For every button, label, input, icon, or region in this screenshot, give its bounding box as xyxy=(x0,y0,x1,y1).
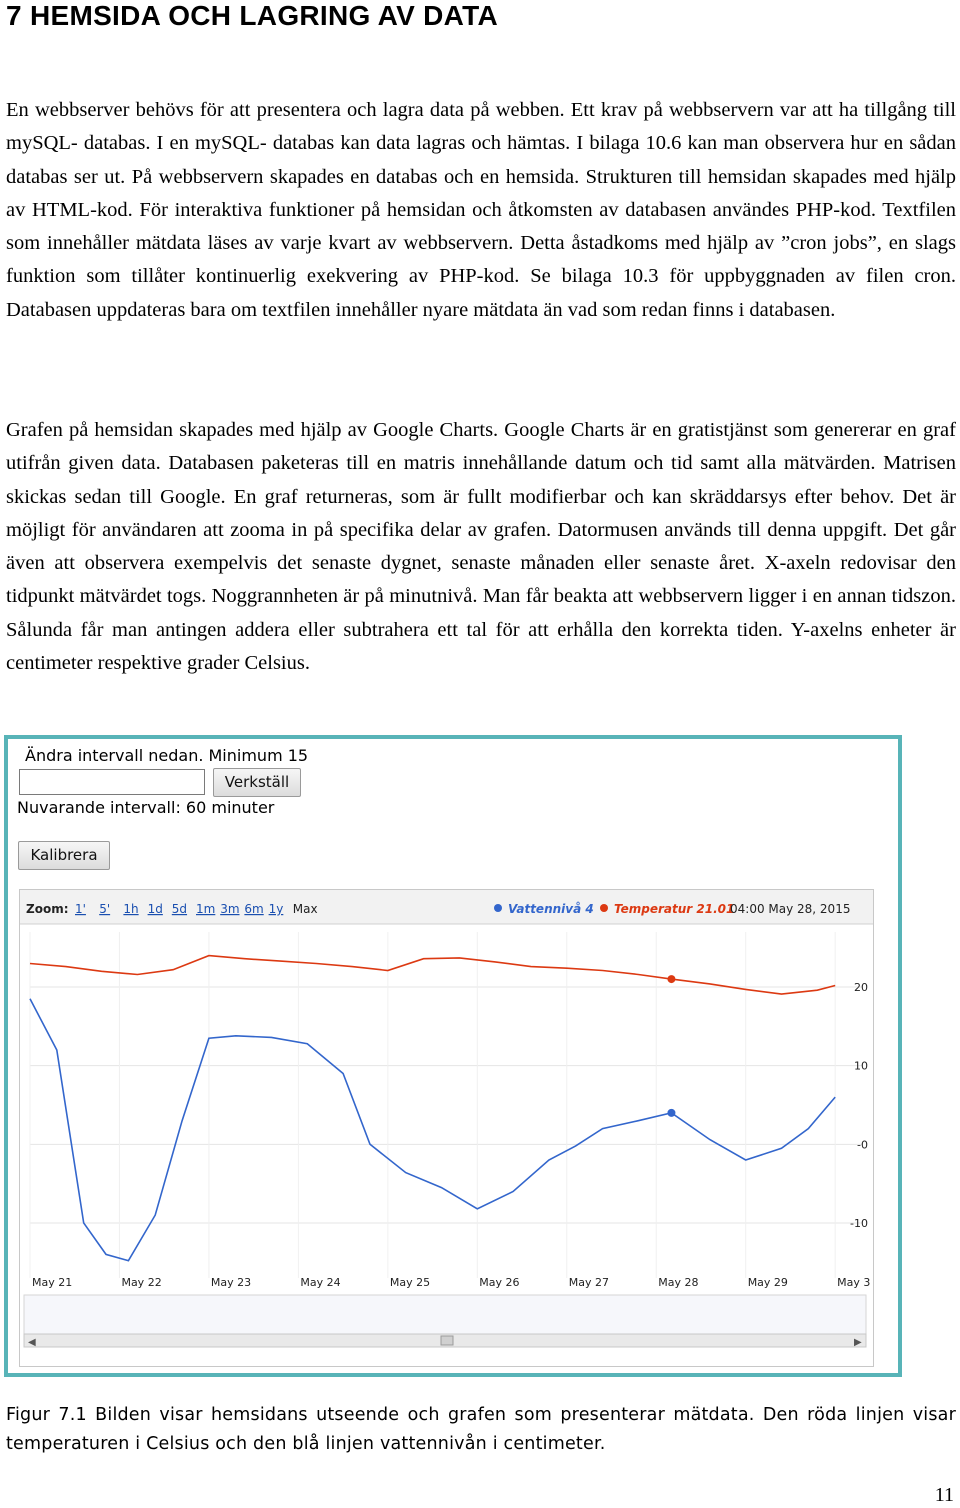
zoom-option[interactable]: 5' xyxy=(99,902,111,916)
annotated-timeline-chart[interactable] xyxy=(19,889,874,1367)
temperature-line xyxy=(30,956,835,995)
water-legend-dot xyxy=(494,904,502,912)
x-tick-label: May 25 xyxy=(389,1276,431,1289)
y-tick-label: -10 xyxy=(850,1216,868,1230)
x-tick-label: May 26 xyxy=(479,1276,520,1289)
temp-legend-dot xyxy=(600,904,608,912)
section-heading: 7 HEMSIDA OCH LAGRING AV DATA xyxy=(6,0,498,31)
zoom-option[interactable]: 6m xyxy=(244,902,264,916)
temperature-marker xyxy=(667,975,675,983)
zoom-option[interactable]: 1y xyxy=(268,902,284,916)
x-tick-label: May 28 xyxy=(658,1276,699,1289)
zoom-option[interactable]: 1m xyxy=(196,902,216,916)
page-number: 11 xyxy=(934,1484,954,1506)
zoom-option[interactable]: 1h xyxy=(123,902,139,916)
website-screenshot xyxy=(4,735,902,1377)
y-tick-label: 20 xyxy=(854,981,868,995)
x-tick-label: May 3 xyxy=(837,1276,871,1289)
x-tick-label: May 27 xyxy=(568,1276,610,1289)
y-tick-label: -0 xyxy=(857,1138,868,1152)
chart-svg[interactable] xyxy=(20,890,873,1366)
y-axis-ticks xyxy=(850,981,868,1230)
paragraph-google-charts: Grafen på hemsidan skapades med hjälp av Google Charts. Google Charts är en gratistjänst som genererar en graf utifrån given data. Databasen paketeras till en matris innehållande datum och tid samt alla mätvärden. Matrisen skickas sedan till Google. En graf returneras, som är fullt modifierbar och kan skräddarsys efter behov. Det är möjligt för användaren att zooma in på specifika delar av grafen. Datormusen används till denna uppgift. Det går även att observera exempelvis det senaste dygnet, senaste månaden eller senaste året. X-axeln redovisar den tidpunkt mätvärdet togs. Noggrannheten är på minutnivå. Man får beakta att webbservern ligger i en annan tidszon. Sålunda får man antingen addera eller subtrahera ett tal för att erhålla den korrekta tiden. Y-axelns enheter är centimeter respektive grader Celsius. xyxy=(6,419,956,675)
y-tick-label: 10 xyxy=(854,1059,868,1073)
update-interval-button[interactable]: Verkställ xyxy=(213,768,301,797)
chart-series xyxy=(30,956,835,1261)
scroll-grip[interactable] xyxy=(441,1336,453,1345)
interval-instruction: Ändra intervall nedan. Minimum 15 xyxy=(25,746,309,765)
x-tick-label: May 24 xyxy=(300,1276,341,1289)
water-legend-label: Vattennivå 4 xyxy=(508,902,594,916)
zoom-label: Zoom: xyxy=(26,902,69,916)
figure-caption: Figur 7.1 Bilden visar hemsidans utseende och grafen som presenterar mätdata. Den röda linjen visar temperaturen i Celsius och den blå linjen vattennivån i centimeter. xyxy=(6,1405,956,1454)
zoom-option[interactable]: 1d xyxy=(147,902,163,916)
scroll-right-icon[interactable]: ▶ xyxy=(854,1337,862,1348)
interval-input[interactable] xyxy=(19,769,205,795)
chart-gridlines xyxy=(30,932,862,1278)
water-level-marker xyxy=(667,1109,675,1117)
x-tick-label: May 21 xyxy=(32,1276,73,1289)
calibrate-button[interactable]: Kalibrera xyxy=(18,841,110,870)
water-level-line xyxy=(30,999,835,1261)
zoom-option[interactable]: 1' xyxy=(75,902,86,916)
legend-datetime: 04:00 May 28, 2015 xyxy=(730,902,851,916)
zoom-option[interactable]: 5d xyxy=(171,902,188,916)
chart-legend xyxy=(494,902,850,916)
paragraph-webserver: En webbserver behövs för att presentera och lagra data på webben. Ett krav på webbservern var att ha tillgång till mySQL- databas. I en mySQL- databas kan data lagras och hämtas. I bilaga 10.6 kan man observera hur en sådan databas ser ut. På webbservern skapades en databas och en hemsida. Strukturen till hemsidan skapades med hjälp av HTML-kod. För interaktiva funktioner på hemsidan och åtkomsten av databasen användes PHP-kod. Textfilen som innehåller mätdata läses av varje kvart av webbservern. Detta åstadkoms med hjälp av ”cron jobs”, en slags funktion som tillåter kontinuerlig exekvering av PHP-kod. Se bilaga 10.3 för uppbyggnaden av filen cron. Databasen uppdateras bara om textfilen innehåller nyare mätdata än vad som redan finns i databasen. xyxy=(6,99,956,321)
scroll-left-icon[interactable]: ◀ xyxy=(28,1337,36,1348)
x-tick-label: May 22 xyxy=(121,1276,162,1289)
x-axis-ticks xyxy=(32,1276,870,1289)
x-tick-label: May 29 xyxy=(747,1276,788,1289)
current-interval-text: Nuvarande intervall: 60 minuter xyxy=(17,798,275,817)
x-tick-label: May 23 xyxy=(210,1276,252,1289)
zoom-option[interactable]: Max xyxy=(292,902,318,916)
zoom-option[interactable]: 3m xyxy=(220,902,240,916)
temp-legend-label: Temperatur 21.01 xyxy=(614,902,735,916)
